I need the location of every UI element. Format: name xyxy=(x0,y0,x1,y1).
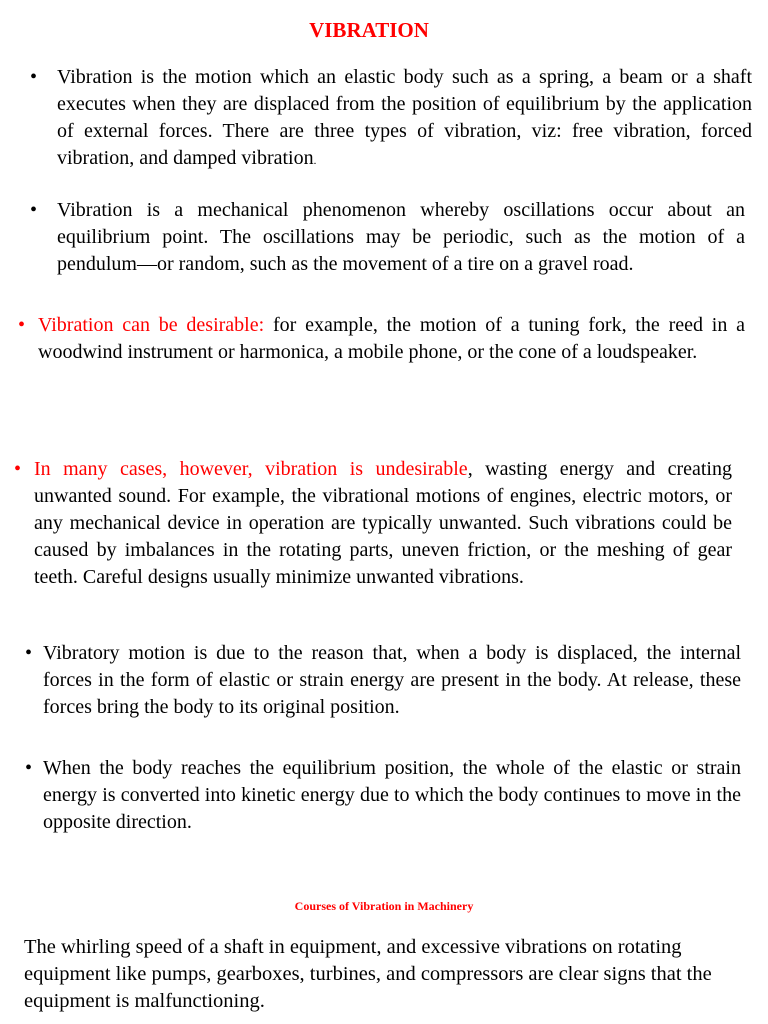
bullet-marker: • xyxy=(30,199,38,221)
bullet-undesirable xyxy=(14,456,732,591)
bullet-marker: • xyxy=(25,757,33,779)
bullet-text: for example, the motion of a tuning fork, the reed in a woodwind instrument or harmonica, a mobile phone, or the cone of a loudspeaker. xyxy=(38,314,746,363)
bullet-text: , wasting energy and creating unwanted sound. For example, the vibrational motions of engines, electric motors, or any mechanical device in operation are typically unwanted. Such vibrations could be caused by imbalances in the rotating parts, uneven friction, or the meshing of gear teeth. Careful designs usually minimize unwanted vibrations. xyxy=(34,458,732,588)
bullet-equilibrium-position xyxy=(25,755,741,836)
bullet-text: Vibration is the motion which an elastic body such as a spring, a beam or a shaft executes when they are displaced from the position of equilibrium by the application of external forces. There are three types of vibration, viz: free vibration, forced vibration, and damped vibration xyxy=(57,66,752,169)
bullet-text: When the body reaches the equilibrium position, the whole of the elastic or strain energy is converted into kinetic energy due to which the body continues to move in the opposite direction. xyxy=(43,757,741,833)
bullet-trailing-period: . xyxy=(313,155,317,167)
bullet-marker: • xyxy=(30,66,38,88)
bullet-marker: • xyxy=(18,314,26,336)
bullet-mechanical-phenomenon xyxy=(30,197,745,278)
section-subheading: Courses of Vibration in Machinery xyxy=(294,899,474,913)
bullet-marker: • xyxy=(14,458,22,480)
bullet-highlight: In many cases, however, vibration is undesirable xyxy=(34,458,468,480)
bullet-desirable xyxy=(18,312,746,366)
bullet-text: Vibration is a mechanical phenomenon whereby oscillations occur about an equilibrium point. The oscillations may be periodic, such as the motion of a pendulum—or random, such as the movement of a tire on a gravel road. xyxy=(57,199,745,275)
bullet-highlight: Vibration can be desirable: xyxy=(38,314,265,336)
bullet-marker: • xyxy=(25,642,33,664)
body-paragraph: The whirling speed of a shaft in equipment, and excessive vibrations on rotating equipment like pumps, gearboxes, turbines, and compressors are clear signs that the equipment is malfunctioning. xyxy=(24,936,712,1012)
bullet-text: Vibratory motion is due to the reason that, when a body is displaced, the internal forces in the form of elastic or strain energy are present in the body. At release, these forces bring the body to its original position. xyxy=(43,642,741,718)
bullet-definition xyxy=(30,64,752,175)
page-title: VIBRATION xyxy=(309,18,429,42)
bullet-vibratory-motion xyxy=(25,640,741,721)
